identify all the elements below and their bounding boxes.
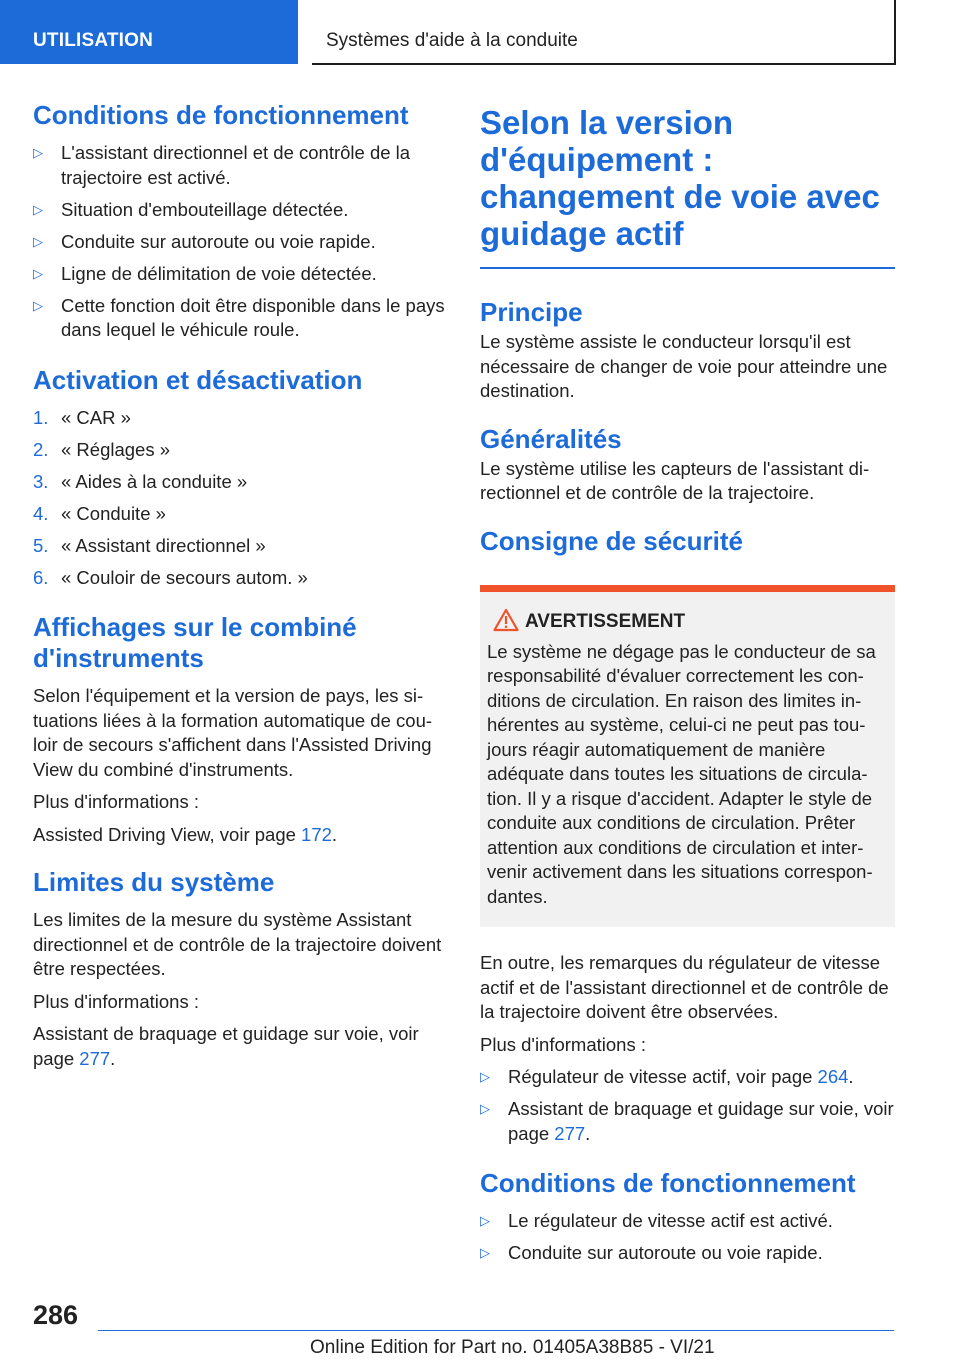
principe-heading: Principe — [480, 297, 583, 327]
list-item: ▷ Cette fonction doit être disponible dans le pays dans lequel le véhicule roule. — [33, 294, 445, 340]
securite-body: En outre, les remarques du régulateur de vitesse actif et de l'assistant directionnel et de contrôle de la trajectoire doivent être observées. — [480, 952, 889, 1022]
activation-steps — [33, 406, 446, 591]
generalites-body: Le système utilise les capteurs de l'assistant directionnel et de contrôle de la trajectoire. — [480, 457, 870, 503]
warning-title: AVERTISSEMENT — [487, 610, 887, 634]
list-item: 6. « Couloir de secours autom. » — [33, 566, 308, 588]
generalites-heading: Généralités — [480, 423, 622, 454]
list-item: ▷ Le régulateur de vitesse actif est activé. — [480, 1209, 895, 1234]
list-item: 2. « Réglages » — [33, 438, 171, 460]
triangle-bullet-icon: ▷ — [480, 1213, 490, 1228]
list-item: 1. « CAR » — [33, 406, 131, 428]
securite-refs — [480, 1065, 895, 1146]
left-column — [33, 100, 446, 1079]
triangle-bullet-icon: ▷ — [33, 297, 43, 313]
triangle-bullet-icon: ▷ — [480, 1245, 490, 1260]
page-number: 286 — [33, 1300, 79, 1330]
list-item: 3. « Aides à la conduite » — [33, 470, 248, 492]
conditions-heading-right: Conditions de fonctionnement — [480, 1168, 856, 1198]
triangle-bullet-icon: ▷ — [33, 233, 43, 249]
triangle-bullet-icon: ▷ — [480, 1101, 490, 1116]
triangle-bullet-icon: ▷ — [480, 1069, 490, 1084]
list-item: ▷ Situation d'embouteillage détectée. — [33, 198, 446, 223]
footer-divider — [98, 1330, 894, 1331]
affichages-heading: Affichages sur le combiné d'instruments — [33, 612, 357, 673]
heading-divider — [480, 267, 895, 269]
right-column — [480, 100, 895, 1288]
warning-box — [480, 585, 895, 928]
limites-heading: Limites du système — [33, 867, 275, 897]
header-section-tab — [0, 0, 298, 64]
limites-body: Les limites de la mesure du système Assistant directionnel et de contrôle de la trajectoire doivent être respectées. — [33, 909, 442, 979]
conditions-heading: Conditions de fonctionnement — [33, 100, 409, 130]
affichages-body: Selon l'équipement et la version de pays, les situations liées à la formation automatique de couloir de secours s'affichent dans l'Assisted Driving View du combiné d'instruments. — [33, 685, 433, 780]
header-chapter-label: Systèmes d'aide à la conduite — [326, 30, 578, 51]
affichages-reference: Assisted Driving View, voir page 172. — [33, 823, 338, 845]
list-item: ▷ Régulateur de vitesse actif, voir page 264. — [480, 1065, 895, 1090]
warning-body: Le système ne dégage pas le conducteur de sa responsabilité d'évaluer correctement les conditions de circulation. En raison des limites inhérentes au système, celui-ci ne peut pas toujours réagir automatiquement de manière adéquate dans toutes les situations de circulation. Il y a risque d'accident. Adapter le style de conduite aux conditions de circulation. Prêter attention aux conditions de circulation et intervenir activement dans les situations correspondantes. — [487, 640, 876, 907]
page-link[interactable]: 172 — [301, 823, 332, 845]
warning-triangle-icon — [493, 608, 519, 632]
limites-reference: Assistant de braquage et guidage sur voie, voir page 277. — [33, 1023, 419, 1069]
main-section-heading: Selon la version d'équipement : changement de voie avec guidage actif — [480, 104, 880, 252]
triangle-bullet-icon: ▷ — [33, 145, 43, 160]
list-item: ▷ Conduite sur autoroute ou voie rapide. — [480, 1241, 895, 1266]
securite-more: Plus d'informations : — [480, 1033, 646, 1055]
securite-heading: Consigne de sécurité — [480, 525, 743, 556]
list-item: ▷ L'assistant directionnel et de contrôle de la trajectoire est activé. — [33, 142, 411, 188]
principe-body: Le système assiste le conducteur lorsqu'il est nécessaire de changer de voie pour atteindre une destination. — [480, 331, 888, 401]
footer-edition: Online Edition for Part no. 01405A38B85 - VI/21 — [310, 1337, 715, 1358]
conditions-list — [33, 141, 446, 343]
list-item: ▷ Ligne de délimitation de voie détectée. — [33, 262, 446, 287]
triangle-bullet-icon: ▷ — [33, 265, 43, 281]
header-chapter-box — [312, 0, 896, 65]
list-item: 4. « Conduite » — [33, 502, 166, 524]
affichages-more: Plus d'informations : — [33, 791, 199, 812]
triangle-bullet-icon: ▷ — [33, 201, 43, 217]
page-link[interactable]: 264 — [817, 1066, 849, 1087]
page-link[interactable]: 277 — [554, 1122, 586, 1144]
page-link[interactable]: 277 — [79, 1047, 111, 1069]
list-item: ▷ Conduite sur autoroute ou voie rapide. — [33, 230, 446, 255]
conditions-list-right — [480, 1209, 895, 1266]
limites-more: Plus d'informations : — [33, 990, 199, 1012]
list-item: ▷ Assistant de braquage et guidage sur voie, voir page 277. — [480, 1098, 894, 1144]
list-item: 5. « Assistant directionnel » — [33, 534, 266, 556]
activation-heading: Activation et désactivation — [33, 364, 363, 395]
header-section-label: UTILISATION — [33, 30, 154, 51]
